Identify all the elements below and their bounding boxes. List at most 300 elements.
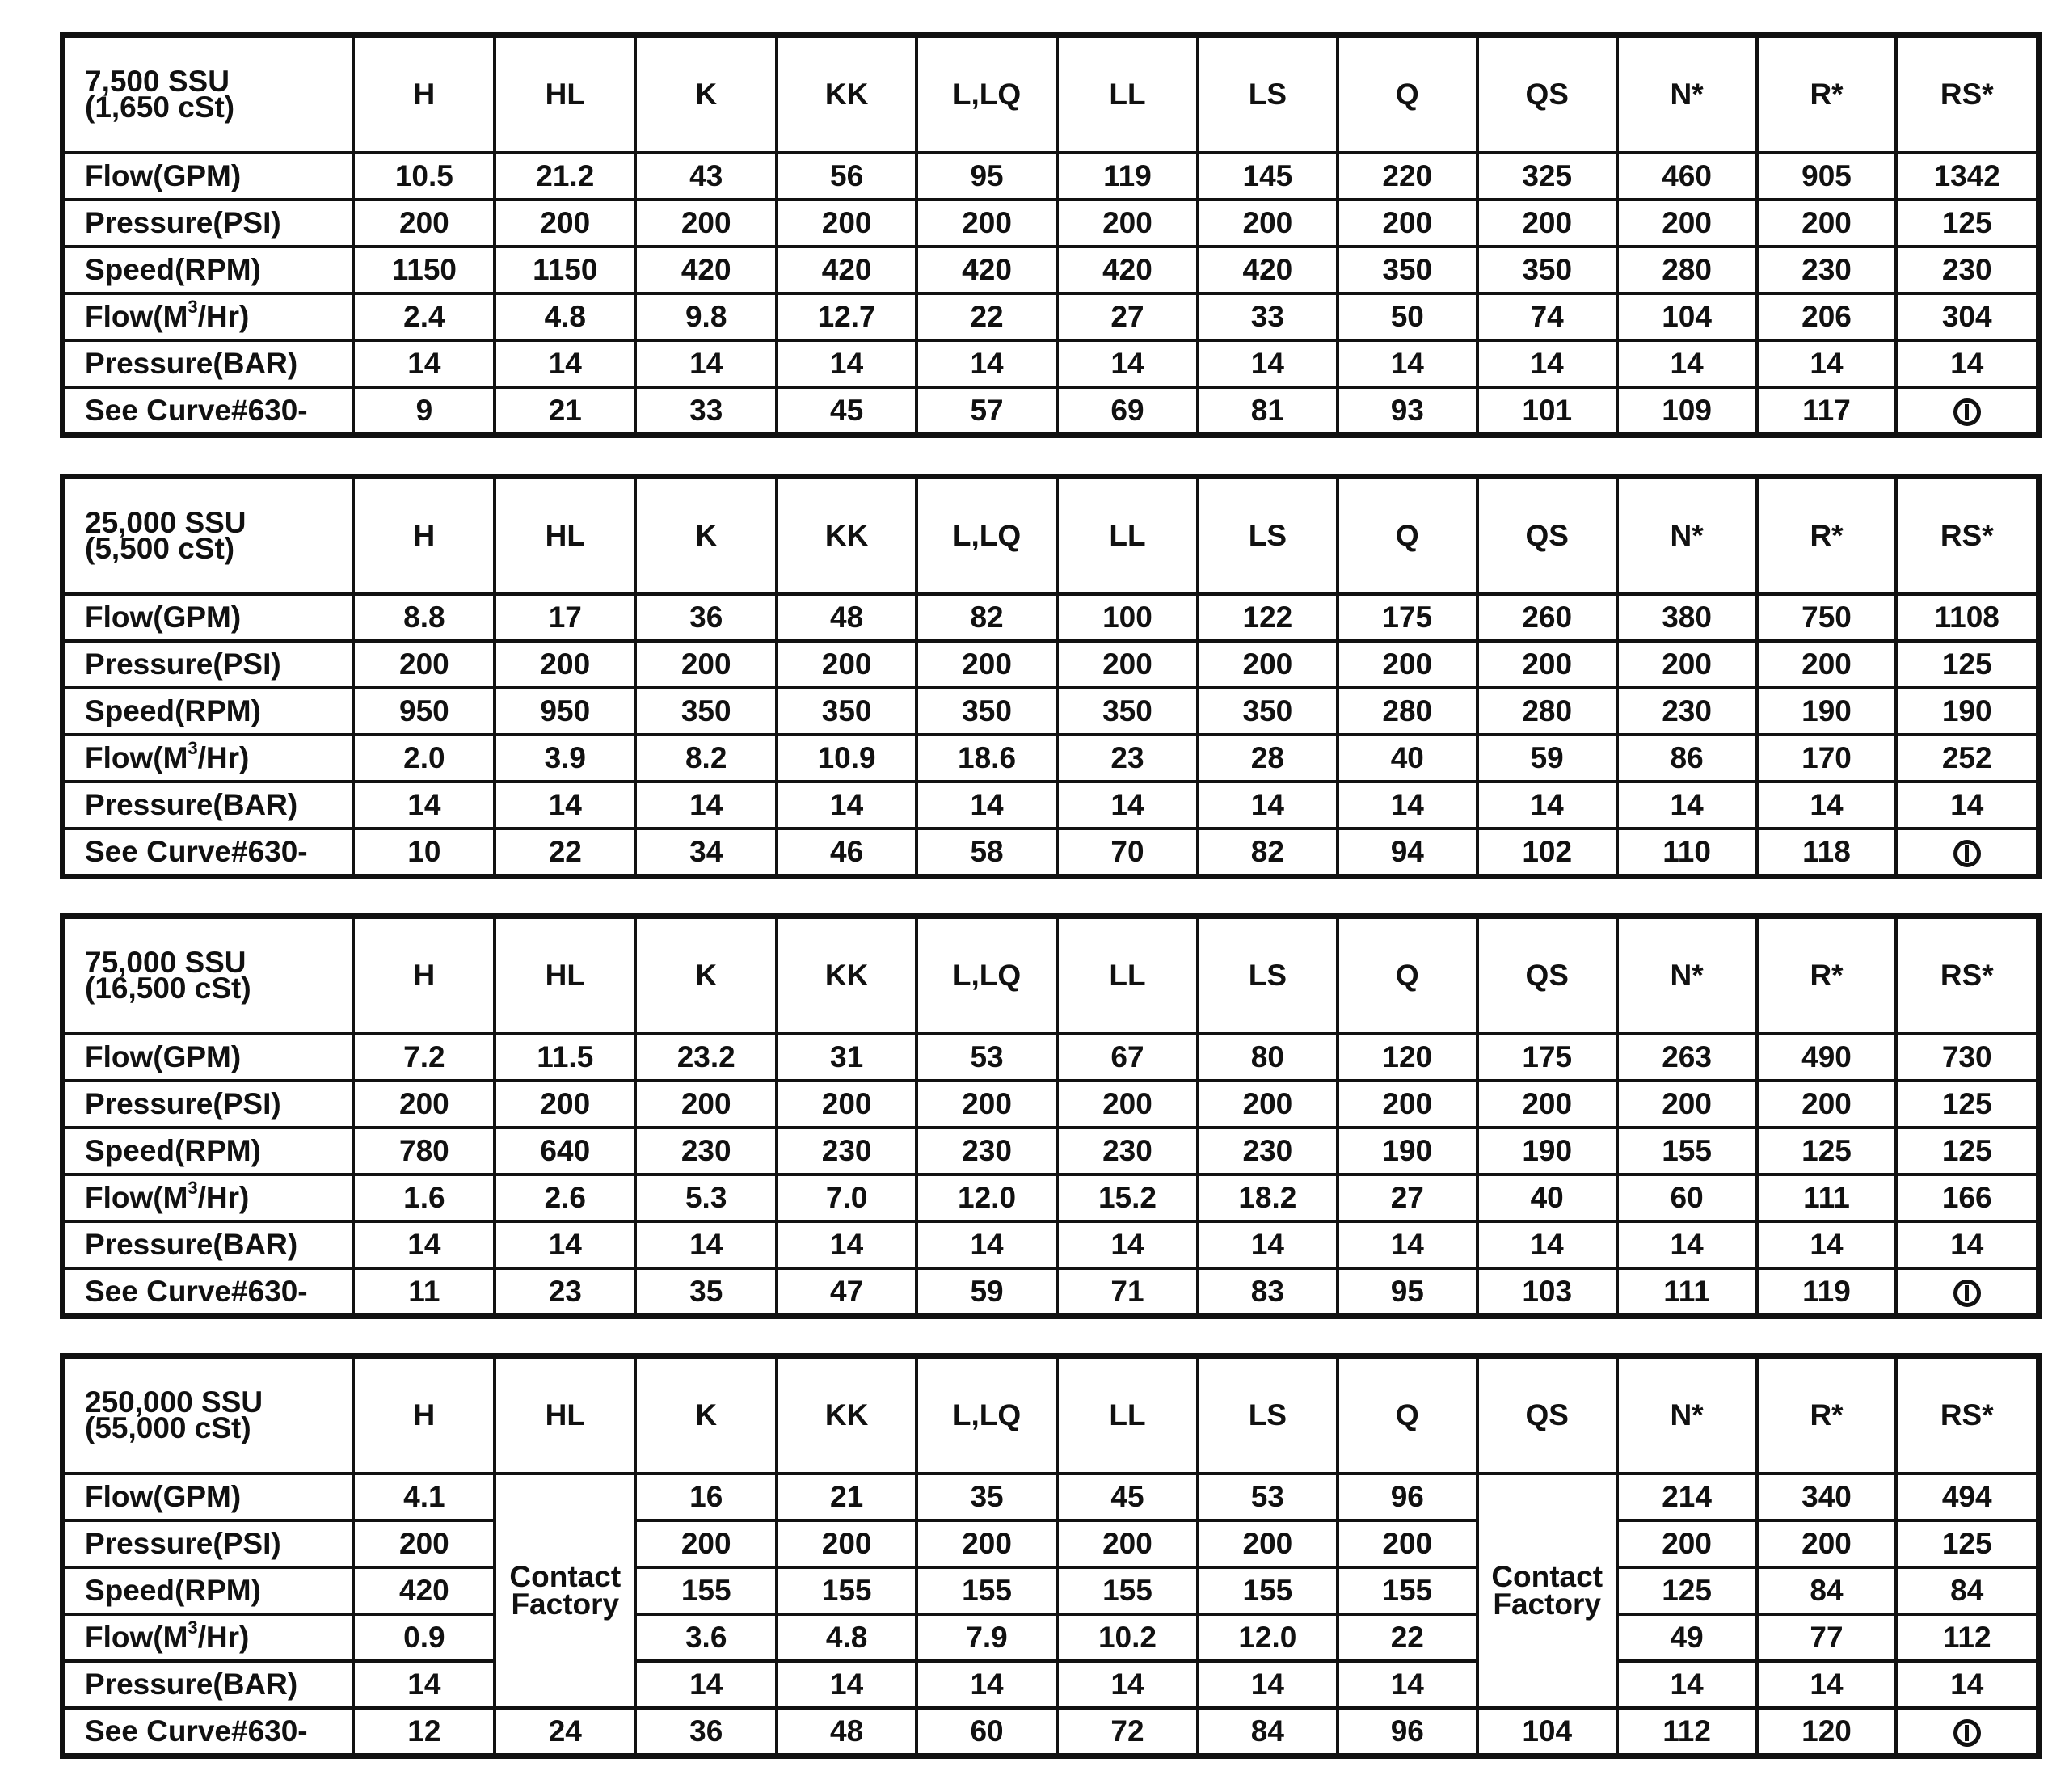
row-label-text: Flow(M — [85, 741, 188, 774]
data-cell: 200 — [1757, 641, 1897, 688]
model-column-header: RS* — [1896, 1356, 2038, 1474]
data-cell: 200 — [353, 200, 495, 247]
data-cell: 14 — [1057, 1221, 1198, 1268]
data-cell: 200 — [1757, 1081, 1897, 1128]
data-cell: 14 — [1896, 1661, 2038, 1708]
data-cell: 10.2 — [1057, 1614, 1198, 1661]
data-cell: 230 — [1617, 688, 1757, 735]
data-cell: 102 — [1477, 829, 1617, 877]
row-label: Flow(GPM) — [63, 1474, 354, 1520]
data-cell: 200 — [1198, 641, 1338, 688]
data-cell: 14 — [1477, 782, 1617, 829]
data-cell: 12.0 — [1198, 1614, 1338, 1661]
data-cell: 2.0 — [353, 735, 495, 782]
data-cell: 950 — [353, 688, 495, 735]
model-column-header: LS — [1198, 917, 1338, 1035]
data-cell: 67 — [1057, 1034, 1198, 1081]
data-cell: 190 — [1477, 1128, 1617, 1174]
data-cell: 200 — [1617, 1520, 1757, 1567]
curve-symbol-cell — [1896, 1708, 2038, 1756]
superscript-3: 3 — [188, 1617, 198, 1638]
data-cell: 80 — [1198, 1034, 1338, 1081]
data-cell: 96 — [1338, 1708, 1477, 1756]
model-column-header: H — [353, 36, 495, 154]
model-column-header: R* — [1757, 36, 1897, 154]
data-cell: 14 — [1198, 340, 1338, 387]
data-cell: 4.8 — [495, 293, 635, 340]
data-cell: 14 — [1757, 1661, 1897, 1708]
data-cell: 84 — [1896, 1567, 2038, 1614]
data-cell: 200 — [917, 641, 1057, 688]
viscosity-cst: (16,500 cSt) — [85, 972, 251, 1005]
speed-rpm-row — [63, 1567, 2039, 1614]
row-label: Pressure(PSI) — [63, 641, 354, 688]
row-label — [63, 293, 354, 340]
data-cell: 47 — [777, 1268, 917, 1317]
data-cell: 22 — [917, 293, 1057, 340]
data-cell: 53 — [1198, 1474, 1338, 1520]
model-column-header: HL — [495, 1356, 635, 1474]
data-cell: 325 — [1477, 153, 1617, 200]
viscosity-title — [63, 36, 354, 154]
data-cell: 95 — [917, 153, 1057, 200]
data-cell: 82 — [917, 594, 1057, 641]
data-cell: 420 — [353, 1567, 495, 1614]
data-cell: 200 — [353, 641, 495, 688]
data-cell: 10.9 — [777, 735, 917, 782]
data-cell: 14 — [777, 1661, 917, 1708]
model-column-header: Q — [1338, 917, 1477, 1035]
row-label: Speed(RPM) — [63, 247, 354, 293]
data-cell: 104 — [1617, 293, 1757, 340]
model-column-header: L,LQ — [917, 36, 1057, 154]
data-cell: 200 — [1477, 1081, 1617, 1128]
row-label — [63, 1614, 354, 1661]
data-cell: 125 — [1896, 641, 2038, 688]
circle-vertical-bar-icon — [1953, 1280, 1981, 1307]
model-column-header: H — [353, 477, 495, 595]
data-cell: 460 — [1617, 153, 1757, 200]
data-cell: 14 — [1896, 1221, 2038, 1268]
data-cell: 200 — [777, 200, 917, 247]
data-cell: 104 — [1477, 1708, 1617, 1756]
row-label: Flow(GPM) — [63, 594, 354, 641]
flow-gpm-row — [63, 594, 2039, 641]
row-label: See Curve#630- — [63, 1268, 354, 1317]
data-cell: 200 — [1057, 200, 1198, 247]
flow-m3-row — [63, 735, 2039, 782]
data-cell: 72 — [1057, 1708, 1198, 1756]
data-cell: 95 — [1338, 1268, 1477, 1317]
data-cell: 230 — [1896, 247, 2038, 293]
data-cell: 84 — [1198, 1708, 1338, 1756]
data-cell: 14 — [917, 782, 1057, 829]
data-cell: 48 — [777, 1708, 917, 1756]
data-cell: 200 — [1617, 200, 1757, 247]
data-cell: 14 — [1198, 782, 1338, 829]
data-cell: 340 — [1757, 1474, 1897, 1520]
viscosity-table-1 — [60, 32, 2042, 438]
data-cell: 200 — [1757, 200, 1897, 247]
data-cell: 200 — [1057, 1520, 1198, 1567]
model-column-header: K — [635, 477, 777, 595]
data-cell: 14 — [635, 1661, 777, 1708]
data-cell: 112 — [1617, 1708, 1757, 1756]
model-header-row — [63, 477, 2039, 595]
data-cell: 190 — [1757, 688, 1897, 735]
data-cell: 70 — [1057, 829, 1198, 877]
row-label: See Curve#630- — [63, 1708, 354, 1756]
data-cell: 82 — [1198, 829, 1338, 877]
data-cell: 170 — [1757, 735, 1897, 782]
data-cell: 28 — [1198, 735, 1338, 782]
data-cell: 11 — [353, 1268, 495, 1317]
data-cell: 17 — [495, 594, 635, 641]
row-label: Pressure(BAR) — [63, 340, 354, 387]
data-cell: 77 — [1757, 1614, 1897, 1661]
data-cell: 200 — [1338, 200, 1477, 247]
data-cell: 33 — [635, 387, 777, 436]
curve-symbol-cell — [1896, 829, 2038, 877]
data-cell: 3.9 — [495, 735, 635, 782]
model-column-header: R* — [1757, 1356, 1897, 1474]
data-cell: 780 — [353, 1128, 495, 1174]
data-cell: 420 — [1057, 247, 1198, 293]
data-cell: 200 — [1617, 641, 1757, 688]
data-cell: 23 — [495, 1268, 635, 1317]
data-cell: 86 — [1617, 735, 1757, 782]
data-cell: 14 — [917, 1221, 1057, 1268]
contact-factory-note — [495, 1474, 635, 1708]
data-cell: 1.6 — [353, 1174, 495, 1221]
data-cell: 3.6 — [635, 1614, 777, 1661]
data-cell: 200 — [353, 1520, 495, 1567]
data-cell: 35 — [635, 1268, 777, 1317]
contact-factory-line2: Factory — [1493, 1588, 1602, 1621]
row-label-text: /Hr) — [197, 741, 250, 774]
model-column-header: N* — [1617, 477, 1757, 595]
model-column-header: LS — [1198, 477, 1338, 595]
data-cell: 420 — [917, 247, 1057, 293]
see-curve-row — [63, 1268, 2039, 1317]
row-label-text: Flow(M — [85, 300, 188, 333]
data-cell: 96 — [1338, 1474, 1477, 1520]
data-cell: 200 — [635, 641, 777, 688]
data-cell: 14 — [1617, 340, 1757, 387]
data-cell: 200 — [777, 1520, 917, 1567]
data-cell: 200 — [777, 1081, 917, 1128]
row-label: Pressure(PSI) — [63, 1520, 354, 1567]
data-cell: 111 — [1757, 1174, 1897, 1221]
data-cell: 155 — [1338, 1567, 1477, 1614]
data-cell: 56 — [777, 153, 917, 200]
data-cell: 43 — [635, 153, 777, 200]
data-cell: 230 — [777, 1128, 917, 1174]
data-cell: 640 — [495, 1128, 635, 1174]
data-cell: 14 — [353, 782, 495, 829]
viscosity-ssu: 250,000 SSU — [85, 1385, 263, 1419]
data-cell: 10.5 — [353, 153, 495, 200]
data-cell: 7.0 — [777, 1174, 917, 1221]
data-cell: 101 — [1477, 387, 1617, 436]
data-cell: 280 — [1617, 247, 1757, 293]
flow-m3-row — [63, 1174, 2039, 1221]
model-column-header: HL — [495, 36, 635, 154]
model-column-header: KK — [777, 917, 917, 1035]
data-cell: 83 — [1198, 1268, 1338, 1317]
data-cell: 14 — [777, 1221, 917, 1268]
model-column-header: KK — [777, 36, 917, 154]
data-cell: 15.2 — [1057, 1174, 1198, 1221]
data-cell: 14 — [1057, 340, 1198, 387]
data-cell: 200 — [635, 200, 777, 247]
contact-factory-line1: Contact — [1491, 1560, 1603, 1593]
pressure-psi-row — [63, 1520, 2039, 1567]
data-cell: 14 — [1338, 782, 1477, 829]
data-cell: 175 — [1338, 594, 1477, 641]
data-cell: 175 — [1477, 1034, 1617, 1081]
data-cell: 252 — [1896, 735, 2038, 782]
model-column-header: L,LQ — [917, 477, 1057, 595]
data-cell: 23 — [1057, 735, 1198, 782]
data-cell: 350 — [1338, 247, 1477, 293]
data-cell: 230 — [1057, 1128, 1198, 1174]
data-cell: 14 — [917, 1661, 1057, 1708]
contact-factory-line1: Contact — [509, 1560, 622, 1593]
data-cell: 119 — [1757, 1268, 1897, 1317]
data-cell: 420 — [777, 247, 917, 293]
row-label: Speed(RPM) — [63, 688, 354, 735]
data-cell: 200 — [777, 641, 917, 688]
data-cell: 12.7 — [777, 293, 917, 340]
model-column-header: LL — [1057, 36, 1198, 154]
viscosity-ssu: 75,000 SSU — [85, 946, 247, 979]
data-cell: 214 — [1617, 1474, 1757, 1520]
data-cell: 155 — [917, 1567, 1057, 1614]
data-cell: 11.5 — [495, 1034, 635, 1081]
data-cell: 200 — [1057, 641, 1198, 688]
data-cell: 24 — [495, 1708, 635, 1756]
data-cell: 12.0 — [917, 1174, 1057, 1221]
data-cell: 14 — [1757, 782, 1897, 829]
data-cell: 200 — [1338, 1081, 1477, 1128]
data-cell: 490 — [1757, 1034, 1897, 1081]
model-column-header: QS — [1477, 36, 1617, 154]
data-cell: 46 — [777, 829, 917, 877]
viscosity-cst: (5,500 cSt) — [85, 532, 235, 565]
data-cell: 22 — [1338, 1614, 1477, 1661]
data-cell: 230 — [1198, 1128, 1338, 1174]
row-label — [63, 1174, 354, 1221]
model-column-header: H — [353, 1356, 495, 1474]
data-cell: 74 — [1477, 293, 1617, 340]
data-cell: 350 — [1198, 688, 1338, 735]
data-cell: 84 — [1757, 1567, 1897, 1614]
data-cell: 230 — [635, 1128, 777, 1174]
data-cell: 494 — [1896, 1474, 2038, 1520]
data-cell: 14 — [495, 340, 635, 387]
data-cell: 40 — [1338, 735, 1477, 782]
data-cell: 14 — [1617, 1661, 1757, 1708]
data-cell: 33 — [1198, 293, 1338, 340]
data-cell: 750 — [1757, 594, 1897, 641]
flow-gpm-row — [63, 1034, 2039, 1081]
contact-factory-line2: Factory — [511, 1588, 620, 1621]
row-label: Speed(RPM) — [63, 1128, 354, 1174]
data-cell: 7.2 — [353, 1034, 495, 1081]
data-cell: 14 — [1477, 340, 1617, 387]
see-curve-row — [63, 829, 2039, 877]
model-column-header: KK — [777, 1356, 917, 1474]
data-cell: 200 — [1617, 1081, 1757, 1128]
data-cell: 950 — [495, 688, 635, 735]
model-column-header: HL — [495, 917, 635, 1035]
row-label-text: /Hr) — [197, 1181, 250, 1214]
data-cell: 125 — [1617, 1567, 1757, 1614]
model-column-header: Q — [1338, 36, 1477, 154]
data-cell: 14 — [1617, 1221, 1757, 1268]
model-column-header: RS* — [1896, 477, 2038, 595]
data-cell: 125 — [1896, 1520, 2038, 1567]
model-column-header: LL — [1057, 477, 1198, 595]
data-cell: 200 — [1477, 641, 1617, 688]
data-cell: 71 — [1057, 1268, 1198, 1317]
data-cell: 2.4 — [353, 293, 495, 340]
model-column-header: R* — [1757, 917, 1897, 1035]
data-cell: 45 — [777, 387, 917, 436]
data-cell: 2.6 — [495, 1174, 635, 1221]
data-cell: 111 — [1617, 1268, 1757, 1317]
data-cell: 14 — [1617, 782, 1757, 829]
model-column-header: L,LQ — [917, 1356, 1057, 1474]
data-cell: 18.2 — [1198, 1174, 1338, 1221]
data-cell: 5.3 — [635, 1174, 777, 1221]
model-column-header: R* — [1757, 477, 1897, 595]
data-cell: 14 — [1338, 1661, 1477, 1708]
data-cell: 21 — [495, 387, 635, 436]
model-column-header: Q — [1338, 477, 1477, 595]
data-cell: 200 — [1477, 200, 1617, 247]
data-cell: 58 — [917, 829, 1057, 877]
viscosity-title — [63, 1356, 354, 1474]
data-cell: 200 — [495, 200, 635, 247]
model-column-header: H — [353, 917, 495, 1035]
viscosity-ssu: 7,500 SSU — [85, 65, 230, 98]
data-cell: 9.8 — [635, 293, 777, 340]
flow-m3-row — [63, 293, 2039, 340]
data-cell: 14 — [635, 340, 777, 387]
data-cell: 69 — [1057, 387, 1198, 436]
data-cell: 145 — [1198, 153, 1338, 200]
data-cell: 14 — [1338, 1221, 1477, 1268]
circle-vertical-bar-icon — [1953, 840, 1981, 867]
data-cell: 230 — [1757, 247, 1897, 293]
data-cell: 200 — [1057, 1081, 1198, 1128]
viscosity-cst: (1,650 cSt) — [85, 91, 235, 124]
viscosity-cst: (55,000 cSt) — [85, 1411, 251, 1444]
model-column-header: RS* — [1896, 36, 2038, 154]
data-cell: 23.2 — [635, 1034, 777, 1081]
data-cell: 120 — [1757, 1708, 1897, 1756]
flow-gpm-row — [63, 1474, 2039, 1520]
data-cell: 200 — [1757, 1520, 1897, 1567]
contact-factory-note — [1477, 1474, 1617, 1708]
circle-vertical-bar-icon — [1953, 1719, 1981, 1747]
flow-gpm-row — [63, 153, 2039, 200]
pressure-psi-row — [63, 200, 2039, 247]
data-cell: 125 — [1896, 200, 2038, 247]
data-cell: 31 — [777, 1034, 917, 1081]
row-label: Pressure(BAR) — [63, 1221, 354, 1268]
viscosity-ssu: 25,000 SSU — [85, 506, 247, 539]
data-cell: 40 — [1477, 1174, 1617, 1221]
data-cell: 14 — [1896, 782, 2038, 829]
data-cell: 155 — [777, 1567, 917, 1614]
model-column-header: N* — [1617, 1356, 1757, 1474]
pressure-bar-row — [63, 782, 2039, 829]
data-cell: 200 — [1198, 1081, 1338, 1128]
data-cell: 112 — [1896, 1614, 2038, 1661]
model-column-header: LL — [1057, 917, 1198, 1035]
data-cell: 350 — [917, 688, 1057, 735]
data-cell: 304 — [1896, 293, 2038, 340]
data-cell: 200 — [353, 1081, 495, 1128]
model-column-header: QS — [1477, 477, 1617, 595]
model-header-row — [63, 1356, 2039, 1474]
data-cell: 100 — [1057, 594, 1198, 641]
data-cell: 118 — [1757, 829, 1897, 877]
data-cell: 53 — [917, 1034, 1057, 1081]
row-label: Pressure(BAR) — [63, 782, 354, 829]
data-cell: 230 — [917, 1128, 1057, 1174]
circle-vertical-bar-icon — [1953, 398, 1981, 426]
data-cell: 27 — [1057, 293, 1198, 340]
data-cell: 120 — [1338, 1034, 1477, 1081]
data-cell: 34 — [635, 829, 777, 877]
row-label: Speed(RPM) — [63, 1567, 354, 1614]
speed-rpm-row — [63, 1128, 2039, 1174]
data-cell: 14 — [1198, 1661, 1338, 1708]
data-cell: 109 — [1617, 387, 1757, 436]
data-cell: 14 — [1896, 340, 2038, 387]
viscosity-title — [63, 477, 354, 595]
data-cell: 190 — [1896, 688, 2038, 735]
model-column-header: LS — [1198, 1356, 1338, 1474]
row-label: See Curve#630- — [63, 387, 354, 436]
data-cell: 14 — [353, 1221, 495, 1268]
see-curve-row — [63, 387, 2039, 436]
data-cell: 45 — [1057, 1474, 1198, 1520]
pressure-bar-row — [63, 340, 2039, 387]
data-cell: 14 — [1757, 1221, 1897, 1268]
data-cell: 16 — [635, 1474, 777, 1520]
data-cell: 200 — [1338, 641, 1477, 688]
data-cell: 200 — [917, 1081, 1057, 1128]
data-cell: 14 — [1477, 1221, 1617, 1268]
data-cell: 14 — [495, 782, 635, 829]
data-cell: 190 — [1338, 1128, 1477, 1174]
data-cell: 21 — [777, 1474, 917, 1520]
data-cell: 35 — [917, 1474, 1057, 1520]
viscosity-table-4 — [60, 1353, 2042, 1759]
data-cell: 14 — [635, 782, 777, 829]
data-cell: 350 — [1057, 688, 1198, 735]
data-cell: 14 — [777, 782, 917, 829]
flow-m3-row — [63, 1614, 2039, 1661]
data-cell: 12 — [353, 1708, 495, 1756]
speed-rpm-row — [63, 247, 2039, 293]
data-cell: 14 — [917, 340, 1057, 387]
